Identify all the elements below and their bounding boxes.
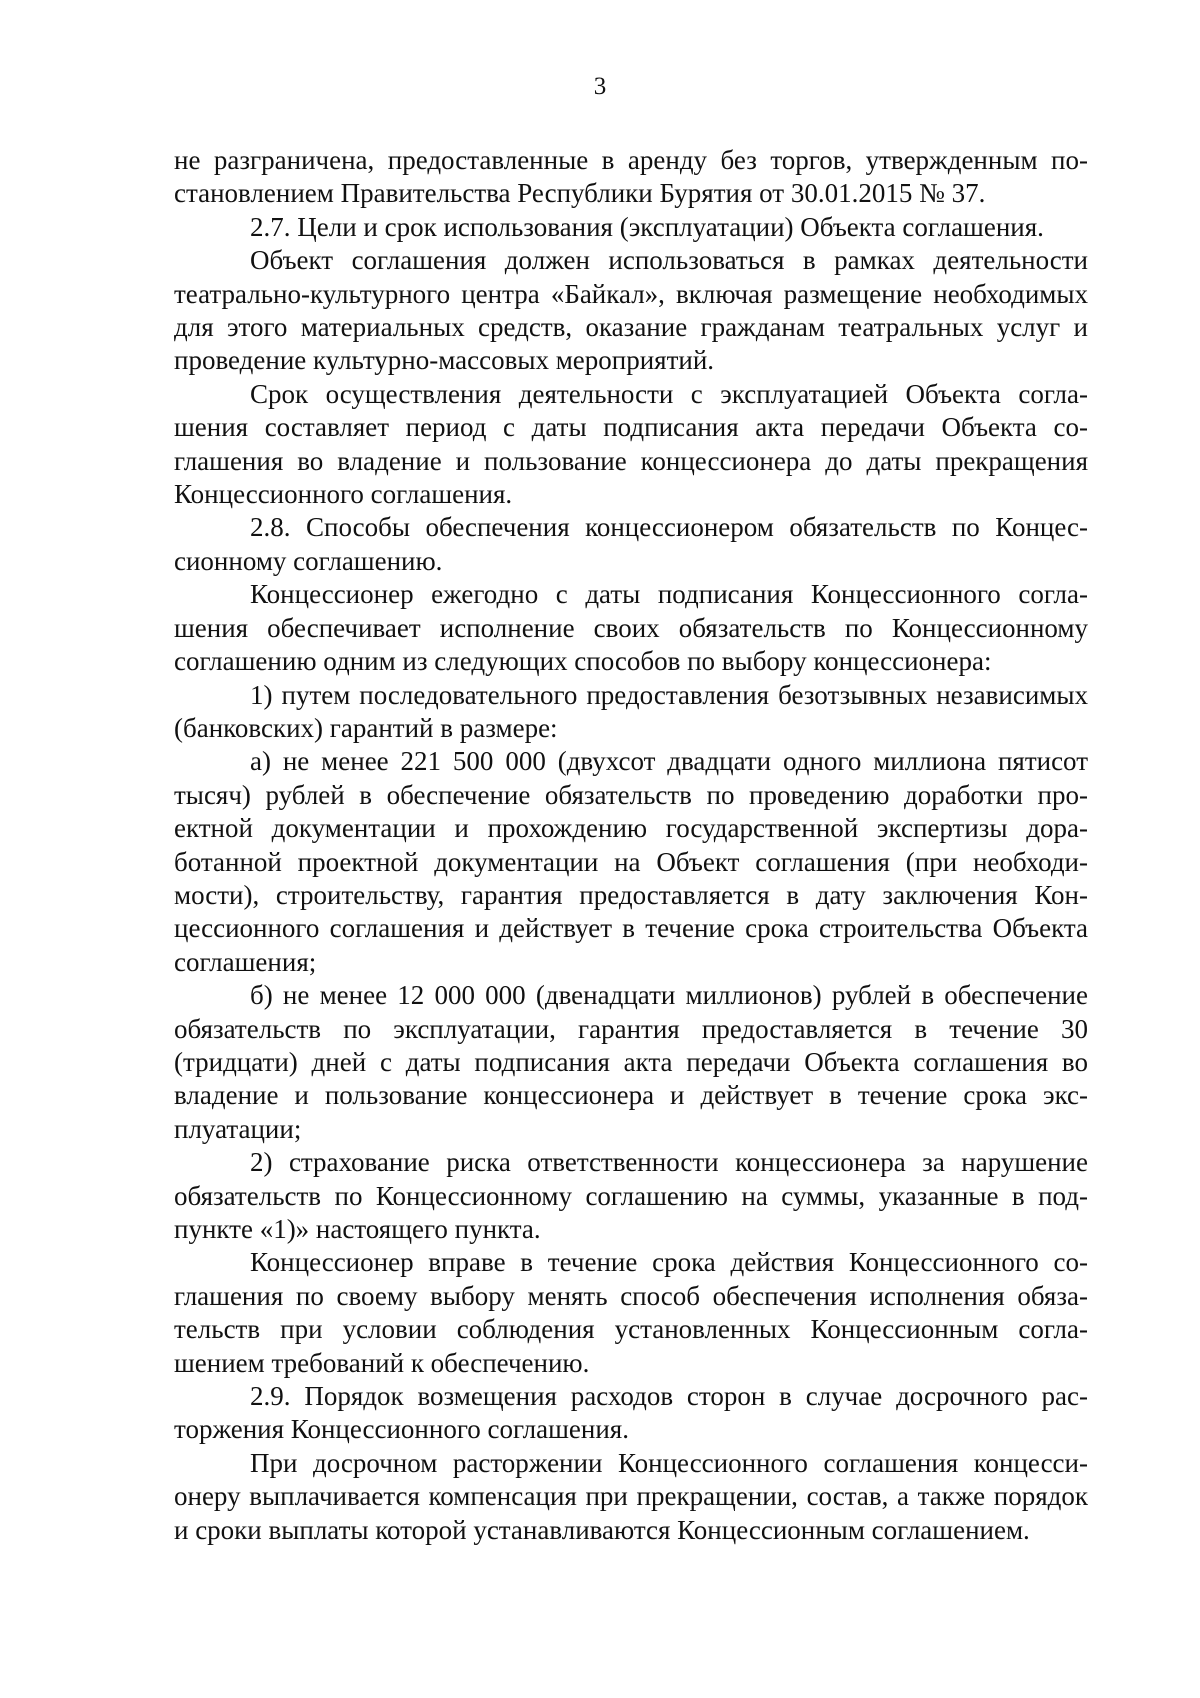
- paragraph-change-security-method: Концессионер вправе в течение срока действия Концессионного соглашения по своему выбору менять способ обеспечения исполнения обязательств при условии соблюдения установленных Концессионным соглашением требований к обеспечению.: [174, 1247, 1088, 1378]
- list-item-a-construction-guarantee: а) не менее 221 500 000 (двухсот двадцати одного миллиона пятисот тысяч) рублей в обеспечение обязательств по проведению доработки проектной документации и прохождению государственной экспертизы доработанной проектной документации на Объект соглашения (при необходимости), строительству, гарантия предоставляется в дату заключения Концессионного соглашения и действует в течение срока строительства Объекта соглашения;: [174, 746, 1088, 977]
- list-item-b-operation-guarantee: б) не менее 12 000 000 (двенадцати миллионов) рублей в обеспечение обязательств по эксплуатации, гарантия предоставляется в течение 30 (тридцати) дней с даты подписания акта передачи Объекта соглашения во владение и пользование концессионера и действует в течение срока эксплуатации;: [174, 980, 1088, 1144]
- page-number: 3: [593, 73, 607, 100]
- paragraph-security-methods: Концессионер ежегодно с даты подписания Концессионного соглашения обеспечивает исполнение своих обязательств по Концессионному соглашению одним из следующих способов по выбору концессионера:: [174, 579, 1088, 677]
- section-2-7-heading: 2.7. Цели и срок использования (эксплуатации) Объекта соглашения.: [250, 211, 1044, 242]
- document-body: [174, 144, 1088, 1547]
- paragraph-continuation: не разграничена, предоставленные в аренду без торгов, утвержденным постановлением Правительства Республики Бурятия от 30.01.2015 № 37.: [174, 145, 1088, 209]
- list-item-1-guarantees: 1) путем последовательного предоставления безотзывных независимых (банковских) гарантий в размере:: [174, 679, 1088, 743]
- list-item-2-insurance: 2) страхование риска ответственности концессионера за нарушение обязательств по Концессионному соглашению на суммы, указанные в подпункте «1)» настоящего пункта.: [174, 1147, 1088, 1244]
- paragraph-object-use: Объект соглашения должен использоваться в рамках деятельности театрально-культурного центра «Байкал», включая размещение необходимых для этого материальных средств, оказание гражданам театральных услуг и проведение культурно-массовых мероприятий.: [174, 245, 1088, 376]
- section-2-8-heading: 2.8. Способы обеспечения концессионером обязательств по Концессионному соглашению.: [174, 512, 1088, 576]
- paragraph-operation-term: Срок осуществления деятельности с эксплуатацией Объекта соглашения составляет период с даты подписания акта передачи Объекта соглашения во владение и пользование концессионера до даты прекращения Концессионного соглашения.: [174, 378, 1088, 510]
- paragraph-early-termination: При досрочном расторжении Концессионного соглашения концессионеру выплачивается компенсация при прекращении, состав, а также порядок и сроки выплаты которой устанавливаются Концессионным соглашением.: [174, 1447, 1088, 1545]
- section-2-9-heading: 2.9. Порядок возмещения расходов сторон в случае досрочного расторжения Концессионного соглашения.: [174, 1381, 1088, 1445]
